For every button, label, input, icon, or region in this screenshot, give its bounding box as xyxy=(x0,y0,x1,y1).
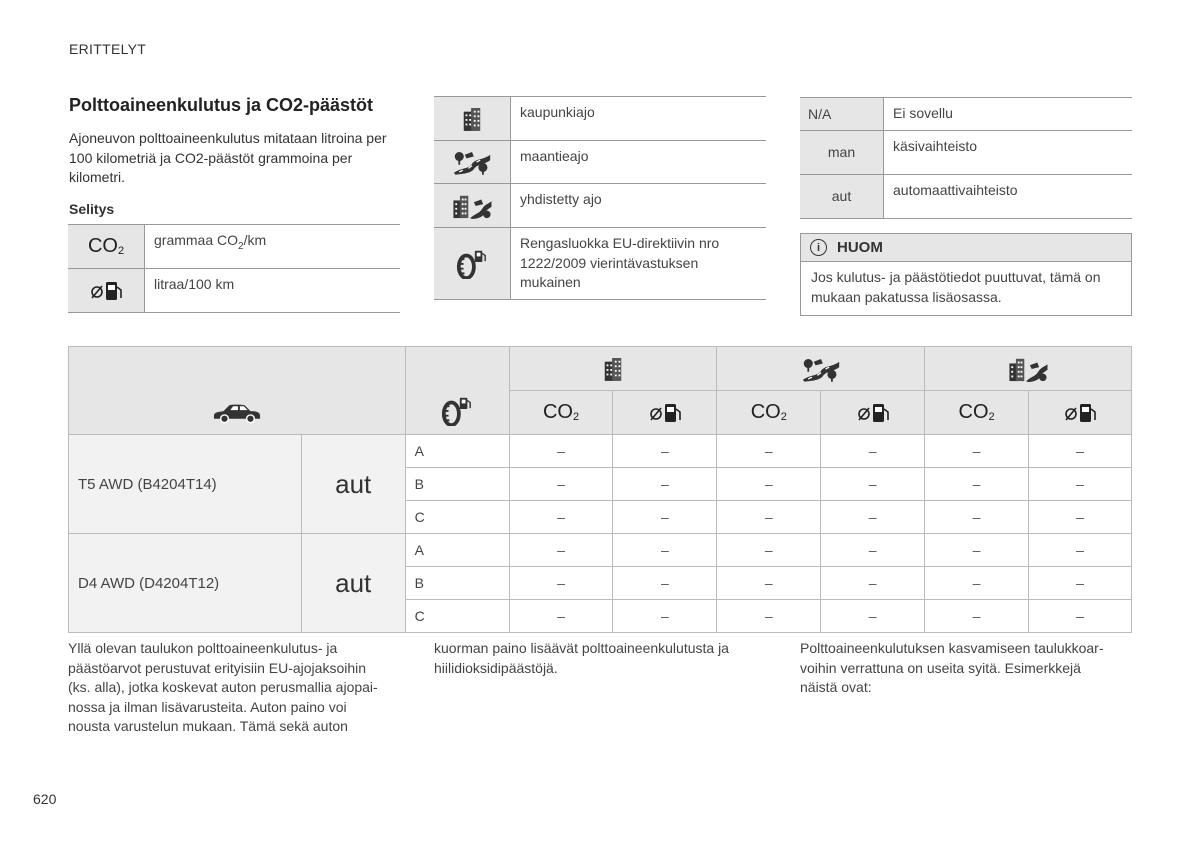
value-cell: – xyxy=(821,534,925,567)
city-buildings-icon xyxy=(434,97,511,141)
table-row xyxy=(69,435,1132,468)
legend-row-na xyxy=(800,98,1132,131)
fuel-header-highway xyxy=(821,391,925,435)
value-cell: – xyxy=(613,600,717,633)
value-cell: – xyxy=(821,501,925,534)
car-header-cell xyxy=(69,347,406,435)
value-cell: – xyxy=(613,567,717,600)
value-cell: – xyxy=(613,468,717,501)
combined-driving-icon xyxy=(1007,356,1049,382)
section-header: ERITTELYT xyxy=(69,41,147,57)
car-icon xyxy=(212,402,262,424)
value-cell: – xyxy=(821,567,925,600)
value-cell: – xyxy=(613,501,717,534)
page-number: 620 xyxy=(33,791,57,807)
fuel-header-city xyxy=(613,391,717,435)
legend-row-combined xyxy=(434,184,766,228)
note-text: Jos kulutus- ja päästötiedot puuttuvat, tämä on mukaan pakatussa lisäosassa. xyxy=(811,269,1101,305)
legend-transmission-table xyxy=(800,97,1132,219)
page-title: Polttoaineenkulutus ja CO2-päästöt xyxy=(69,95,374,115)
legend-text-tyre: Rengasluokka EU-direktiivin nro 1222/2009 vierintävastuksen mukainen xyxy=(511,228,767,300)
legend-heading: Selitys xyxy=(69,201,115,217)
paragraph-line: Polttoaineenkulutuksen kasvamiseen taulukkoar- xyxy=(800,640,1104,656)
value-cell: – xyxy=(1029,468,1132,501)
co2-header-combined: $CO_2$ xyxy=(925,391,1029,435)
tyre-fuel-icon xyxy=(441,394,473,426)
paragraph-col-3 xyxy=(800,639,1140,698)
value-cell: – xyxy=(925,600,1029,633)
paragraph-line: näistä ovat: xyxy=(800,679,872,695)
tyre-class-cell: B xyxy=(405,567,509,600)
paragraph-line: Yllä olevan taulukon polttoaineenkulutus- ja xyxy=(68,640,338,656)
transmission-cell: aut xyxy=(301,534,405,633)
value-cell: – xyxy=(613,435,717,468)
value-cell: – xyxy=(717,567,821,600)
value-cell: – xyxy=(925,435,1029,468)
legend-text-combined: yhdistetty ajo xyxy=(511,184,767,228)
fuel-consumption-icon xyxy=(856,401,890,425)
value-cell: – xyxy=(821,468,925,501)
highway-road-icon xyxy=(801,356,841,382)
tyre-class-cell: B xyxy=(405,468,509,501)
paragraph-line: nousta varustelun mukaan. Tämä sekä auton xyxy=(68,718,348,734)
co2-symbol: $CO_2$ xyxy=(68,225,145,269)
paragraph-line: kuorman paino lisäävät polttoaineenkulutusta ja xyxy=(434,640,729,656)
fuel-consumption-icon xyxy=(1063,401,1097,425)
note-title: HUOM xyxy=(837,239,883,256)
paragraph-line: voihin verrattuna on useita syitä. Esimerkkejä xyxy=(800,659,1081,676)
value-cell: – xyxy=(925,567,1029,600)
fuel-header-combined xyxy=(1029,391,1132,435)
value-cell: – xyxy=(509,534,613,567)
value-cell: – xyxy=(1029,534,1132,567)
tyre-class-cell: A xyxy=(405,435,509,468)
fuel-consumption-icon xyxy=(68,269,145,313)
paragraph-line: hiilidioksidipäästöjä. xyxy=(434,659,558,676)
paragraph-col-2 xyxy=(434,639,774,678)
man-symbol: man xyxy=(800,130,884,174)
co2-header-city: $CO_2$ xyxy=(509,391,613,435)
value-cell: – xyxy=(1029,435,1132,468)
value-cell: – xyxy=(509,468,613,501)
value-cell: – xyxy=(821,600,925,633)
legend-text-highway: maantieajo xyxy=(511,141,767,184)
value-cell: – xyxy=(925,468,1029,501)
model-cell: T5 AWD (B4204T14) xyxy=(69,435,302,534)
tyre-fuel-icon xyxy=(434,228,511,300)
note-box xyxy=(800,233,1132,316)
legend-row-tyre xyxy=(434,228,766,300)
highway-header-cell xyxy=(717,347,925,391)
intro-paragraph: Ajoneuvon polttoaineenkulutus mitataan litroina per 100 kilometriä ja CO2-päästöt grammoina per kilometri. xyxy=(69,130,387,185)
value-cell: – xyxy=(925,534,1029,567)
combined-driving-icon xyxy=(434,184,511,228)
legend-row-fuel xyxy=(68,269,400,313)
value-cell: – xyxy=(1029,501,1132,534)
value-cell: – xyxy=(717,468,821,501)
value-cell: – xyxy=(821,435,925,468)
tyre-class-cell: A xyxy=(405,534,509,567)
aut-symbol: aut xyxy=(800,174,884,218)
legend-row-city xyxy=(434,97,766,141)
value-cell: – xyxy=(717,600,821,633)
model-cell: D4 AWD (D4204T12) xyxy=(69,534,302,633)
city-buildings-icon xyxy=(602,356,624,382)
co2-header-highway: $CO_2$ xyxy=(717,391,821,435)
consumption-table xyxy=(68,346,1132,633)
legend-text-aut: automaattivaihteisto xyxy=(884,174,1133,218)
transmission-cell: aut xyxy=(301,435,405,534)
paragraph-col-1 xyxy=(68,639,408,737)
legend-text-city: kaupunkiajo xyxy=(511,97,767,141)
value-cell: – xyxy=(613,534,717,567)
value-cell: – xyxy=(509,567,613,600)
combined-header-cell xyxy=(925,347,1132,391)
tyre-header-cell xyxy=(405,347,509,435)
info-icon: i xyxy=(810,239,827,256)
value-cell: – xyxy=(717,435,821,468)
legend-row-highway xyxy=(434,141,766,184)
city-header-cell xyxy=(509,347,717,391)
na-symbol: N/A xyxy=(800,98,884,131)
value-cell: – xyxy=(717,534,821,567)
legend-text-co2: grammaa $CO_2/km$ xyxy=(145,225,401,269)
value-cell: – xyxy=(925,501,1029,534)
paragraph-line: nossa ja ilman lisävarusteita. Auton paino voi xyxy=(68,698,347,715)
legend-text-man: käsivaihteisto xyxy=(884,130,1133,174)
value-cell: – xyxy=(509,435,613,468)
value-cell: – xyxy=(509,501,613,534)
legend-text-na: Ei sovellu xyxy=(884,98,1133,131)
table-row xyxy=(69,534,1132,567)
legend-row-co2 xyxy=(68,225,400,269)
legend-row-aut xyxy=(800,174,1132,218)
value-cell: – xyxy=(1029,600,1132,633)
value-cell: – xyxy=(1029,567,1132,600)
legend-row-man xyxy=(800,130,1132,174)
value-cell: – xyxy=(509,600,613,633)
fuel-consumption-icon xyxy=(648,401,682,425)
header-row-1 xyxy=(69,347,1132,391)
legend-units-table xyxy=(68,224,400,313)
paragraph-line: päästöarvot perustuvat erityisiin EU-ajojaksoihin xyxy=(68,659,367,676)
tyre-class-cell: C xyxy=(405,501,509,534)
note-header xyxy=(801,234,1131,262)
value-cell: – xyxy=(717,501,821,534)
legend-text-fuel: litraa/100 km xyxy=(145,269,401,313)
tyre-class-cell: C xyxy=(405,600,509,633)
paragraph-line: (ks. alla), jotka koskevat auton perusmallia ajopai- xyxy=(68,679,378,695)
legend-driving-table xyxy=(434,96,766,300)
highway-road-icon xyxy=(434,141,511,184)
